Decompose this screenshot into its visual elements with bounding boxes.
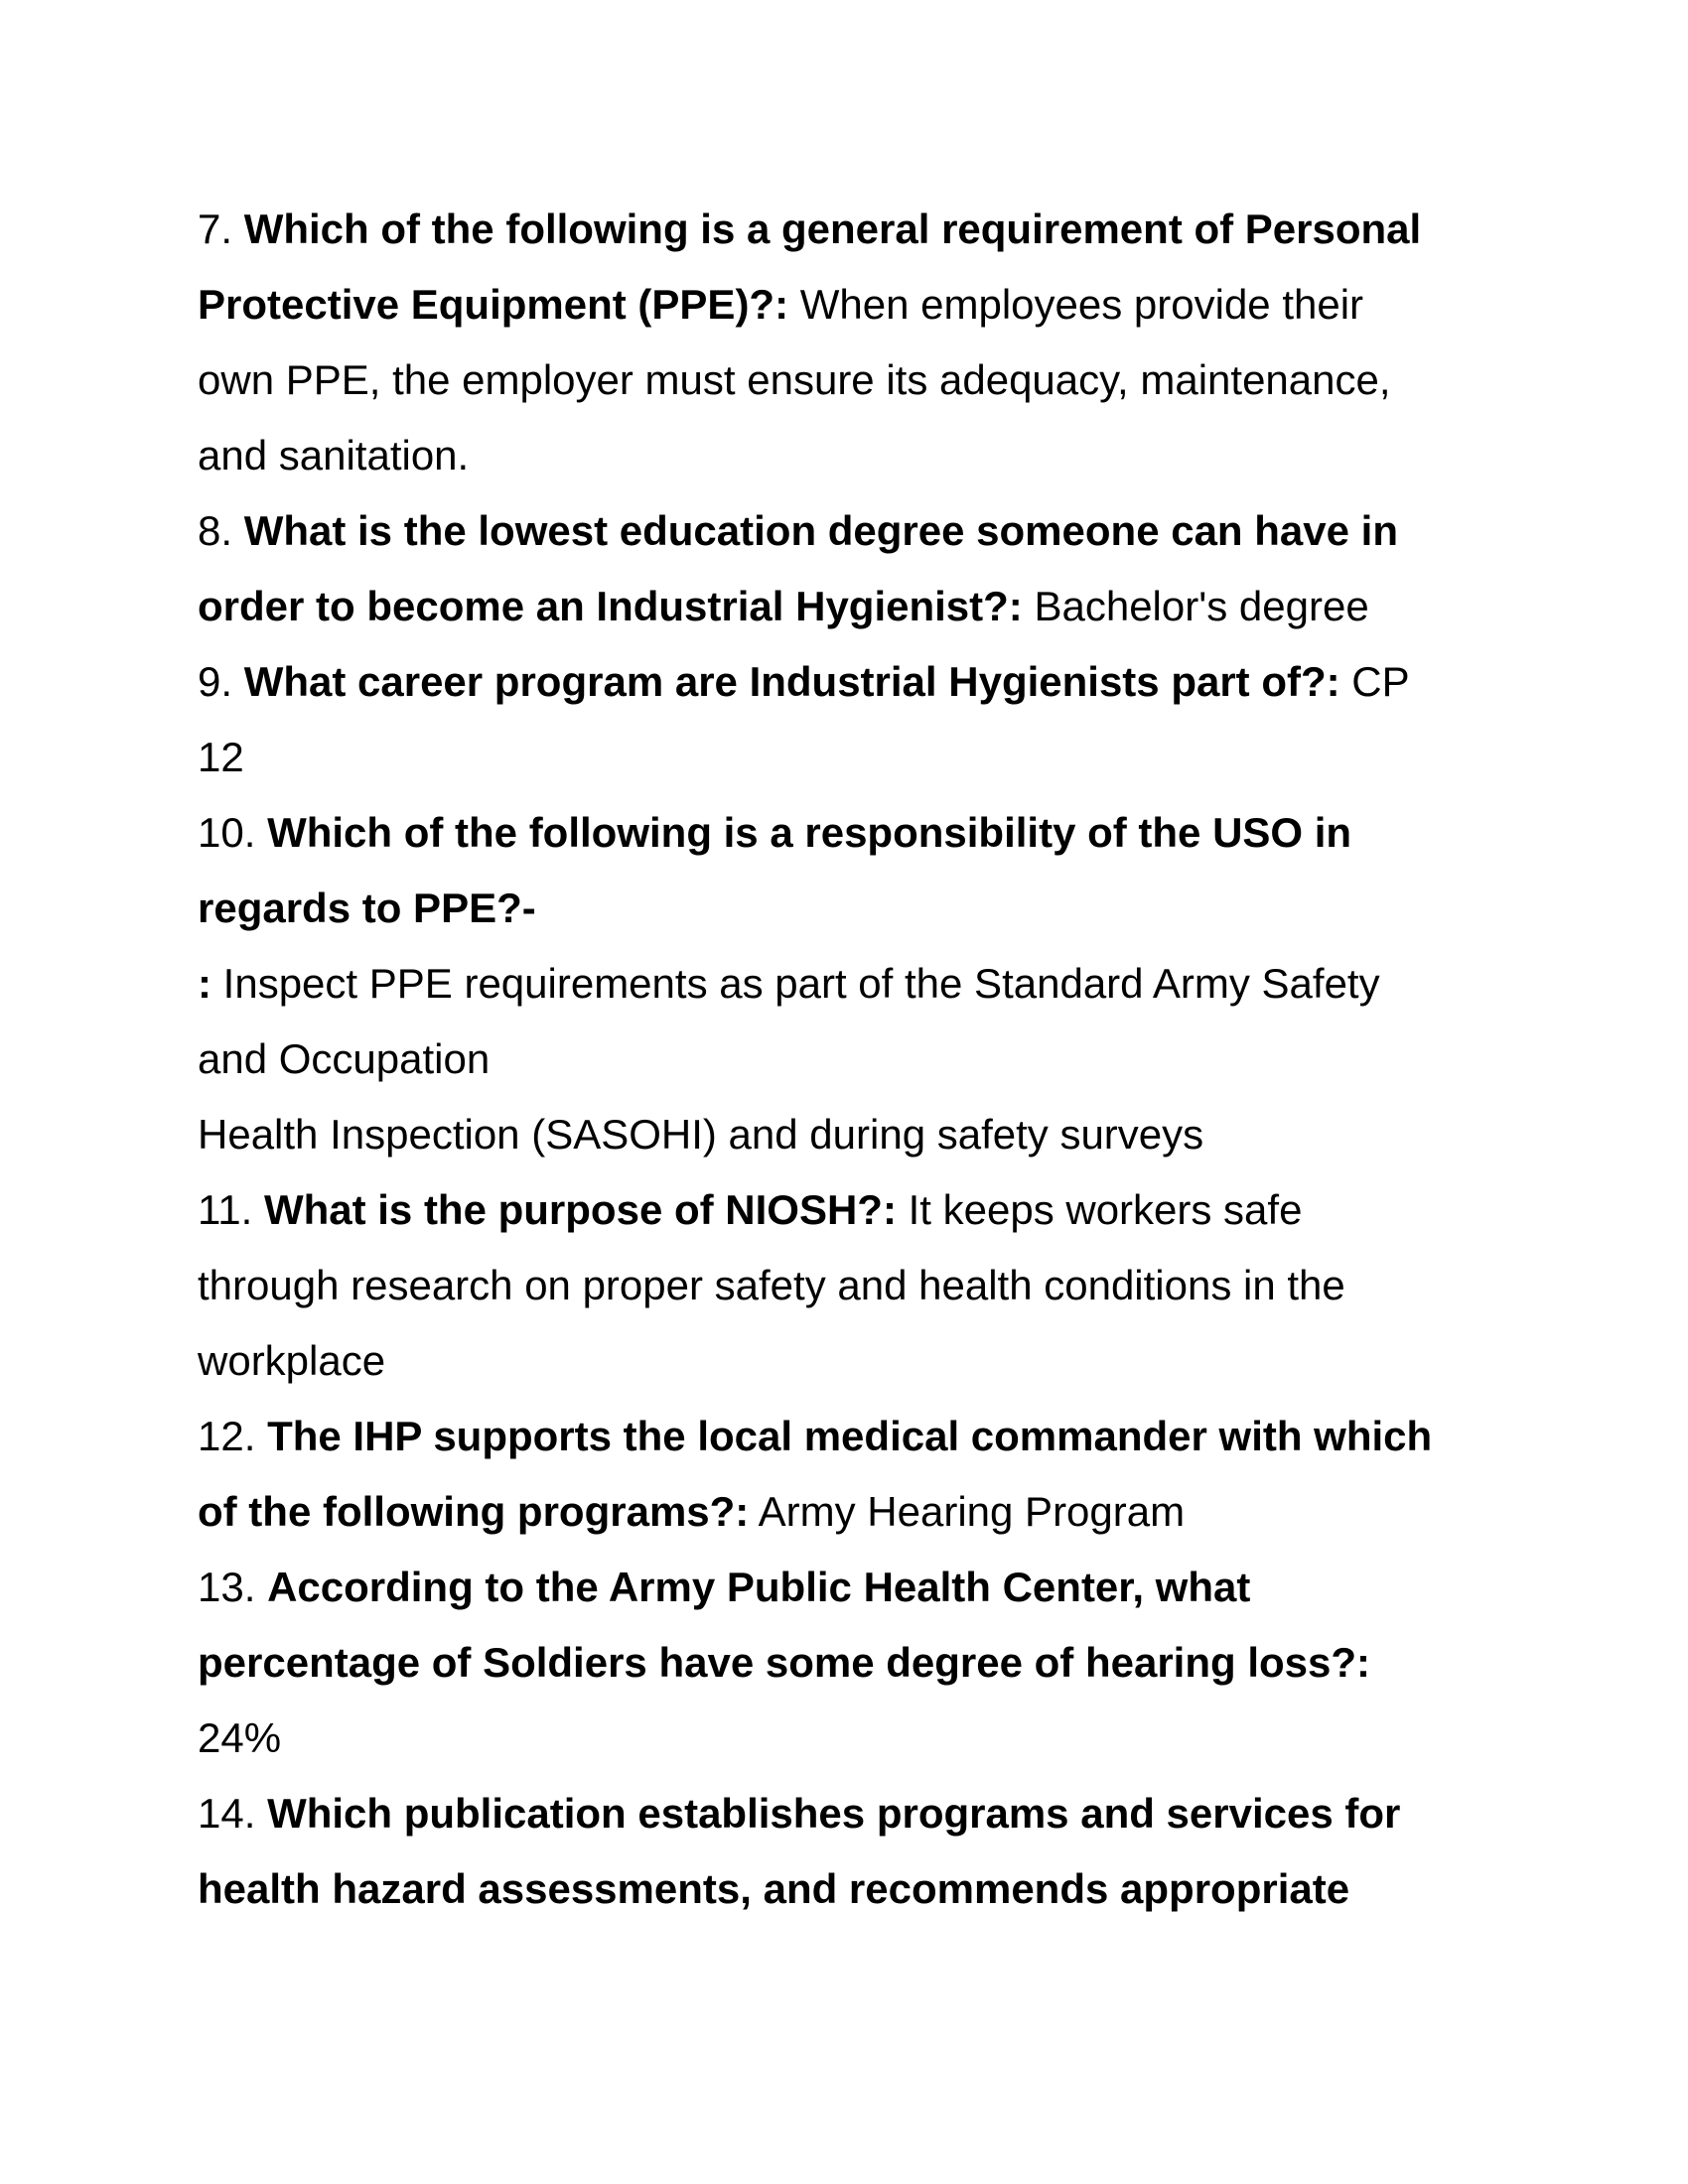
text-line bbox=[198, 1776, 1498, 1851]
question-text: order to become an Industrial Hygienist?: bbox=[198, 583, 1023, 629]
text-line bbox=[198, 493, 1498, 569]
answer-text: When employees provide their bbox=[788, 281, 1364, 328]
question-text: What is the lowest education degree someone can have in bbox=[243, 507, 1398, 554]
answer-text: Army Hearing Program bbox=[749, 1488, 1186, 1535]
question-text: Which of the following is a general requirement of Personal bbox=[243, 205, 1422, 252]
text-line bbox=[198, 1172, 1498, 1248]
text-line bbox=[198, 1097, 1498, 1172]
text-line bbox=[198, 1022, 1498, 1097]
text-line bbox=[198, 192, 1498, 267]
answer-text: and sanitation. bbox=[198, 432, 470, 478]
question-text: Protective Equipment (PPE)?: bbox=[198, 281, 789, 328]
text-line bbox=[198, 795, 1498, 871]
answer-text: It keeps workers safe bbox=[896, 1186, 1303, 1233]
answer-text: 7. bbox=[198, 205, 244, 252]
question-text: of the following programs?: bbox=[198, 1488, 750, 1535]
text-line bbox=[198, 1625, 1498, 1701]
text-line bbox=[198, 418, 1498, 493]
question-text: percentage of Soldiers have some degree of hearing loss?: bbox=[198, 1639, 1371, 1686]
answer-text: 8. bbox=[198, 507, 244, 554]
question-text: regards to PPE?- bbox=[198, 885, 536, 931]
document-page bbox=[198, 192, 1498, 1927]
text-line bbox=[198, 267, 1498, 342]
answer-text: own PPE, the employer must ensure its adequacy, maintenance, bbox=[198, 356, 1391, 403]
answer-text: 12. bbox=[198, 1413, 268, 1459]
question-text: Which of the following is a responsibility of the USO in bbox=[267, 809, 1352, 856]
question-text: According to the Army Public Health Center, what bbox=[267, 1564, 1251, 1610]
text-line bbox=[198, 1399, 1498, 1474]
text-line bbox=[198, 720, 1498, 795]
answer-text: 11. bbox=[198, 1186, 264, 1233]
question-text: The IHP supports the local medical commander with which bbox=[267, 1413, 1433, 1459]
answer-text: Health Inspection (SASOHI) and during safety surveys bbox=[198, 1111, 1204, 1158]
question-text: Which publication establishes programs and services for bbox=[267, 1790, 1401, 1837]
answer-text: and Occupation bbox=[198, 1035, 491, 1082]
text-line bbox=[198, 342, 1498, 418]
answer-text: 10. bbox=[198, 809, 268, 856]
question-text: : bbox=[198, 960, 211, 1007]
text-line bbox=[198, 1248, 1498, 1323]
text-line bbox=[198, 871, 1498, 946]
text-line bbox=[198, 1701, 1498, 1776]
question-text: What is the purpose of NIOSH?: bbox=[263, 1186, 897, 1233]
answer-text: through research on proper safety and health conditions in the bbox=[198, 1262, 1345, 1308]
text-line bbox=[198, 1550, 1498, 1625]
answer-text: 9. bbox=[198, 658, 244, 705]
text-line bbox=[198, 1474, 1498, 1550]
question-text: What career program are Industrial Hygienists part of?: bbox=[243, 658, 1340, 705]
answer-text: 24% bbox=[198, 1714, 282, 1761]
text-line bbox=[198, 644, 1498, 720]
text-line bbox=[198, 569, 1498, 644]
question-text: health hazard assessments, and recommends appropriate bbox=[198, 1865, 1350, 1912]
answer-text: 14. bbox=[198, 1790, 268, 1837]
text-line bbox=[198, 1323, 1498, 1399]
answer-text: Inspect PPE requirements as part of the Standard Army Safety bbox=[211, 960, 1380, 1007]
answer-text: CP bbox=[1339, 658, 1410, 705]
text-line bbox=[198, 946, 1498, 1022]
answer-text: Bachelor's degree bbox=[1022, 583, 1369, 629]
answer-text: 12 bbox=[198, 734, 244, 780]
answer-text: workplace bbox=[198, 1337, 386, 1384]
answer-text: 13. bbox=[198, 1564, 268, 1610]
text-line bbox=[198, 1851, 1498, 1927]
